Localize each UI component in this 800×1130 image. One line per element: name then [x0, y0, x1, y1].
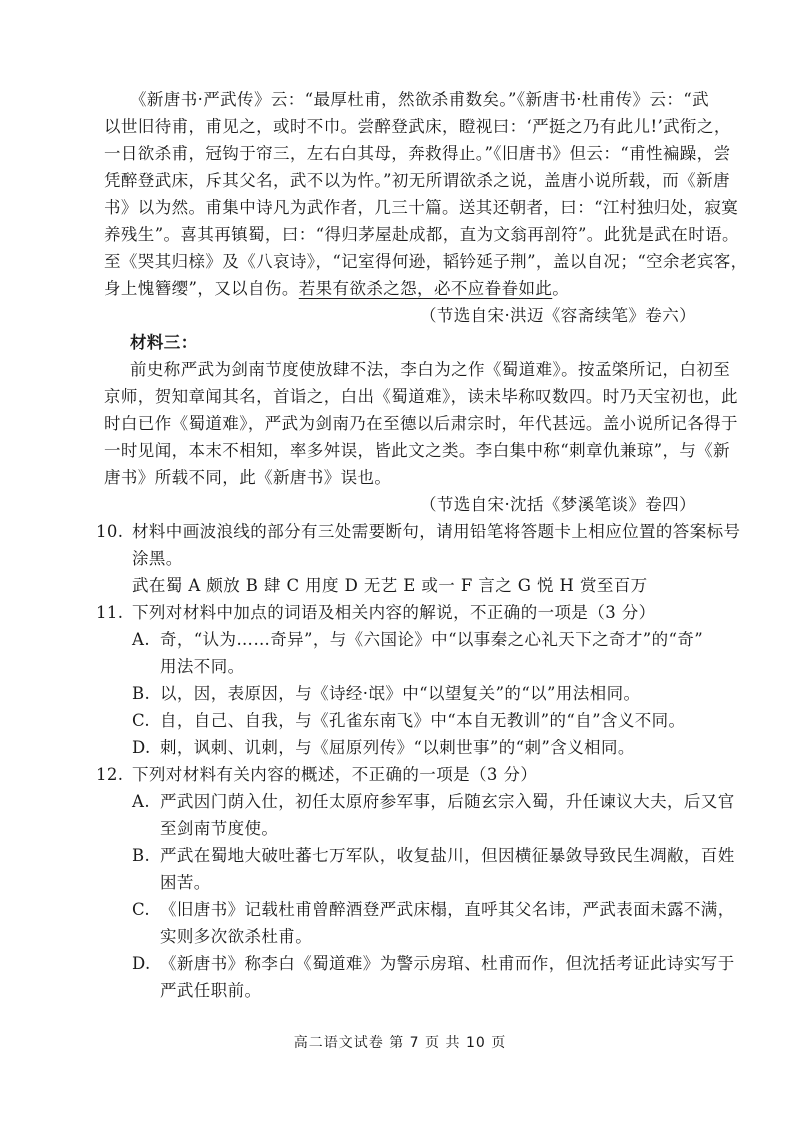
material2-line-3: 一日欲杀甫，冠钩于帘三，左右白其母，奔救得止。”《旧唐书》但云：“甫性褊躁，尝 [104, 144, 731, 163]
material3-line-5: 唐书》所载不同，此《新唐书》误也。 [104, 468, 392, 487]
material2-line-4: 凭醉登武床，斥其父名，武不以为忤。”初无所谓欲杀之说，盖唐小说所载，而《新唐 [104, 171, 730, 190]
q11-option-a-label: A. [132, 630, 150, 649]
q11-stem: 下列对材料中加点的词语及相关内容的解说，不正确的一项是（3 分） [132, 603, 656, 622]
q12-option-a-line-1: 严武因门荫入仕，初任太原府参军事，后随玄宗入蜀，升任谏议大夫，后又官 [160, 792, 735, 811]
q11-option-d-label: D. [132, 738, 151, 757]
q12-option-a-line-2: 至剑南节度使。 [160, 819, 279, 838]
q12-option-c-label: C. [132, 900, 151, 919]
q10-number: 10. [96, 522, 124, 541]
q12-option-a-label: A. [132, 792, 150, 811]
q11-option-b-line-1: 以，因，表原因，与《诗经·氓》中“以望复关”的“以”用法相同。 [160, 684, 641, 703]
material3-line-1: 前史称严武为剑南节度使放肆不法，李白为之作《蜀道难》。按孟棨所记，白初至 [130, 360, 731, 379]
q12-option-b-line-2: 困苦。 [160, 873, 211, 892]
q11-option-a-line-2: 用法不同。 [160, 657, 245, 676]
q11-option-c-label: C. [132, 711, 151, 730]
q12-option-d-label: D. [132, 954, 151, 973]
q10-stem-line-2: 涂黑。 [132, 549, 183, 568]
material2-line-5: 书》以为然。甫集中诗凡为武作者，几三十篇。送其还朝者，曰：“江村独归处，寂寞 [104, 198, 739, 217]
material3-line-4: 一时见闻，本末不相知，率多舛误，皆此文之类。李白集中称“刺章仇兼琼”，与《新 [104, 441, 731, 460]
material3-line-3: 时白已作《蜀道难》，严武为剑南乃在至德以后肃宗时，年代甚远。盖小说所记各得于 [104, 414, 738, 433]
q12-option-b-line-1: 严武在蜀地大破吐蕃七万军队，收复盐川，但因横征暴敛导致民生凋敝，百姓 [160, 846, 735, 865]
q12-option-d-line-1: 《新唐书》称李白《蜀道难》为警示房琯、杜甫而作，但沈括考证此诗实写于 [160, 954, 735, 973]
material2-line-6: 养残生”。喜其再镇蜀，曰：“得归茅屋赴成都，直为文翁再剖符”。此犹是武在时语。 [104, 225, 739, 244]
material2-line-7: 至《哭其归榇》及《八哀诗》，“记室得何逊，韬钤延子荆”，盖以自况；“空余老宾客， [104, 252, 748, 271]
q12-option-c-line-2: 实则多次欲杀杜甫。 [160, 927, 313, 946]
material2-line-1: 《新唐书·严武传》云：“最厚杜甫，然欲杀甫数矣。”《新唐书·杜甫传》云：“武 [130, 90, 709, 109]
material2-line-8 [104, 275, 569, 302]
material3-heading: 材料三： [130, 333, 198, 352]
q10-stem-line-1: 材料中画波浪线的部分有三处需要断句，请用铅笔将答题卡上相应位置的答案标号 [132, 522, 741, 541]
q11-option-d-line-1: 刺，讽刺、讥刺，与《屈原列传》“以刺世事”的“刺”含义相同。 [160, 738, 635, 757]
q11-number: 11. [96, 603, 124, 622]
material3-source: （节选自宋·沈括《梦溪笔谈》卷四） [419, 495, 696, 514]
material2-line-2: 以世旧待甫，甫见之，或时不巾。尝醉登武床，瞪视曰：‘严挺之乃有此儿!’武衔之， [104, 117, 731, 136]
q12-option-d-line-2: 严武任职前。 [160, 981, 262, 1000]
q10-answer-line: 武在蜀 A 颇放 B 肆 C 用度 D 无艺 E 或一 F 言之 G 悦 H 赏至百万 [132, 576, 648, 595]
page-footer: 高二语文试卷 第 7 页 共 10 页 [293, 1035, 507, 1051]
q11-option-a-line-1: 奇，“认为……奇异”，与《六国论》中“以事秦之心礼天下之奇才”的“奇” [160, 630, 704, 649]
material2-line-8-text: 身上愧簪缨”，又以自伤。 [104, 279, 299, 298]
q12-option-b-label: B. [132, 846, 151, 865]
q12-stem: 下列对材料有关内容的概述，不正确的一项是（3 分） [132, 765, 538, 784]
q11-option-b-label: B. [132, 684, 151, 703]
material2-line-8-end: 。 [552, 279, 570, 298]
material2-source: （节选自宋·洪迈《容斋续笔》卷六） [419, 306, 696, 325]
q12-number: 12. [96, 765, 124, 784]
q11-option-c-line-1: 自，自己、自我，与《孔雀东南飞》中“本自无教训”的“自”含义不同。 [160, 711, 686, 730]
material3-line-2: 京师，贺知章闻其名，首诣之，白出《蜀道难》，读未毕称叹数四。时乃天宝初也，此 [104, 387, 738, 406]
material2-underlined-sentence: 若果有欲杀之怨，必不应眷眷如此 [298, 279, 553, 298]
q12-option-c-line-1: 《旧唐书》记载杜甫曾醉酒登严武床榻，直呼其父名讳，严武表面未露不满， [160, 900, 735, 919]
